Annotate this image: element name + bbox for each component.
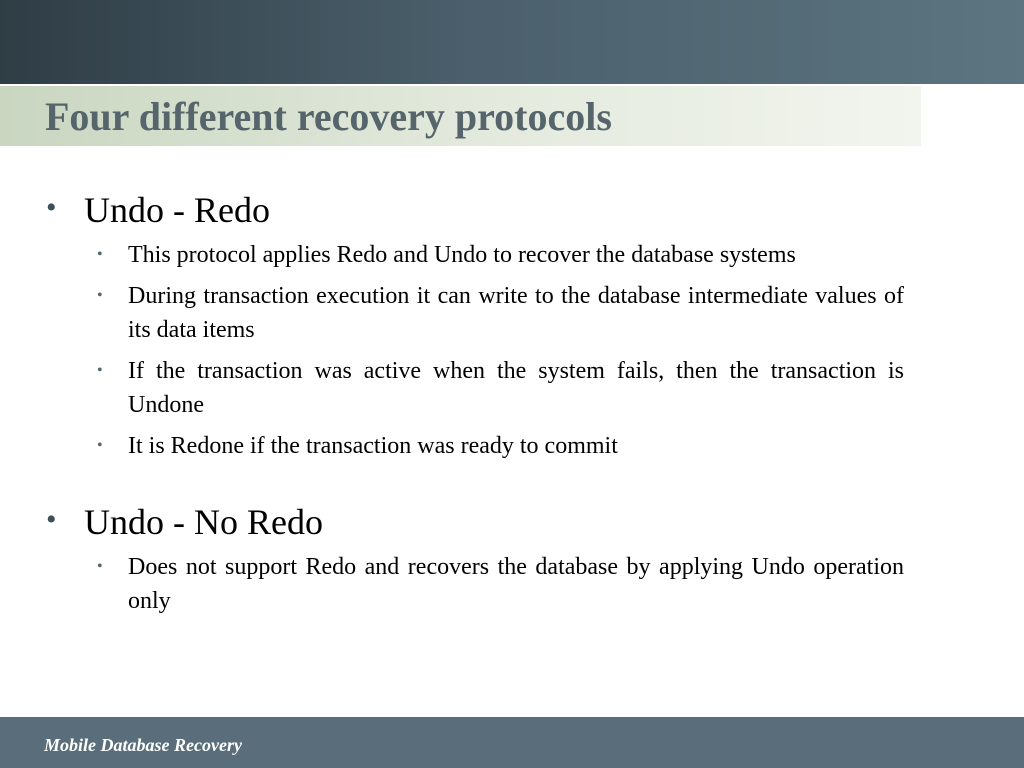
slide-title: Four different recovery protocols [45,94,612,139]
list-item-text: Does not support Redo and recovers the database by applying Undo operation only [128,554,904,614]
section-undo-redo [44,186,904,234]
list-item [44,279,904,347]
list-item [44,429,904,463]
list-item-text: During transaction execution it can write to the database intermediate values of its data items [128,283,904,343]
list-item [44,238,904,272]
bullet-list [44,550,904,618]
sub-bullet-icon: • [97,246,103,263]
header-band [0,0,1024,84]
section-undo-no-redo [44,498,904,546]
footer-title: Mobile Database Recovery [44,735,242,755]
sub-bullet-icon: • [97,558,103,575]
list-item [44,550,904,618]
slide-content [44,186,904,625]
list-item [44,354,904,422]
bullet-icon: • [46,503,57,536]
bullet-list [44,238,904,463]
sub-bullet-icon: • [97,362,103,379]
list-item-text: If the transaction was active when the system fails, then the transaction is Undone [128,358,904,418]
sub-bullet-icon: • [97,437,103,454]
spacer [44,470,904,498]
list-item-text: It is Redone if the transaction was ready to commit [128,433,618,459]
sub-bullet-icon: • [97,287,103,304]
list-item-text: This protocol applies Redo and Undo to recover the database systems [128,242,796,268]
section-heading: Undo - No Redo [84,502,323,542]
bullet-icon: • [46,191,57,224]
section-heading: Undo - Redo [84,190,270,230]
